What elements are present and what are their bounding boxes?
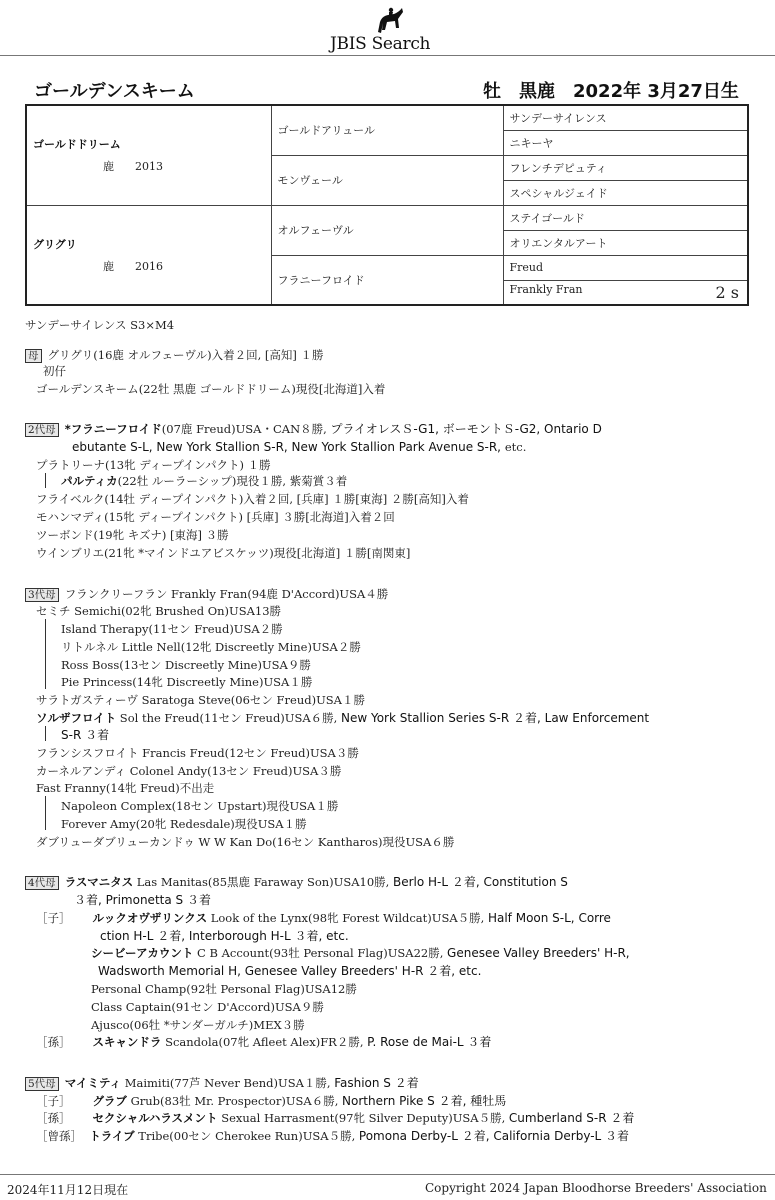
gen4-child-2: シービーアカウント C B Account(93牡 Personal Flag)USA22勝, Genesee Valley Breeders' H-R, <box>91 946 630 960</box>
gen4-child-1-cont: ction H-L ２着, Interborough H-L ３着, etc. <box>100 929 349 943</box>
ped-gen3-3[interactable]: フレンチデピュティ <box>503 155 748 180</box>
horse-info: 牡 黒鹿 2022年 3月27日生 <box>483 81 739 102</box>
footer-copyright: Copyright 2024 Japan Bloodhorse Breeders' Association <box>425 1181 767 1195</box>
gen3-row-10: Fast Franny(14牝 Freud)不出走 <box>36 781 215 795</box>
ped-gen3-2[interactable]: ニキーヤ <box>503 130 748 155</box>
gen3-row-11: Napoleon Complex(18セン Upstart)現役USA１勝 <box>61 799 339 813</box>
gen2-main-name[interactable]: フラニーフロイド <box>70 422 162 436</box>
gen3-row-4: Ross Boss(13セン Discreetly Mine)USA９勝 <box>61 658 311 672</box>
ped-gen3-7[interactable]: Freud <box>503 255 748 280</box>
gen5-grand-1: ［孫］ セクシャルハラスメント Sexual Harrasment(97牝 Silver Deputy)USA５勝, Cumberland S-R ２着 <box>36 1111 635 1125</box>
gen3-main: 3代母 フランクリーフラン Frankly Fran(94鹿 D'Accord)USA４勝 <box>25 587 388 602</box>
gen3-row-2: Island Therapy(11セン Freud)USA２勝 <box>61 622 283 636</box>
gen1-line2: 初仔 <box>43 364 66 378</box>
sire-cell <box>26 105 271 205</box>
gen4-child-1: ［子］ ルックオヴザリンクス Look of the Lynx(98牝 Forest Wildcat)USA５勝, Half Moon S-L, Corre <box>36 911 611 925</box>
family-number: 2 s <box>715 282 739 302</box>
sire-dam[interactable]: モンヴェール <box>271 155 503 205</box>
pedigree-table <box>25 104 749 306</box>
dam-name[interactable]: グリグリ <box>33 237 77 251</box>
gen1-tag: 母 <box>25 349 42 363</box>
dam-cell <box>26 205 271 305</box>
gen3-row-8: フランシスフロイト Francis Freud(12セン Freud)USA３勝 <box>36 746 359 760</box>
ped-gen3-5[interactable]: ステイゴールド <box>503 205 748 230</box>
logo-text: JBIS Search <box>330 34 431 54</box>
footer-divider <box>0 1174 775 1175</box>
gen2-row-2: パルティカ(22牡 ルーラーシップ)現役１勝, 紫菊賞３着 <box>61 474 348 488</box>
gen5-great-1: ［曾孫］ トライブ Tribe(00セン Cherokee Run)USA５勝, Pomona Derby-L ２着, California Derby-L ３着 <box>36 1129 630 1143</box>
ped-gen3-1[interactable]: サンデーサイレンス <box>503 105 748 130</box>
gen3-row-3: リトルネル Little Nell(12牝 Discreetly Mine)USA２勝 <box>61 640 361 654</box>
ped-gen3-8-name[interactable]: Frankly Fran <box>509 282 583 296</box>
gen2-main-cont: ebutante S-L, New York Stallion S-R, New York Stallion Park Avenue S-R, etc. <box>72 440 527 454</box>
gen2-tag: 2代母 <box>25 423 59 437</box>
gen4-child-3: Personal Champ(92牡 Personal Flag)USA12勝 <box>91 982 357 996</box>
dam-sire[interactable]: オルフェーヴル <box>271 205 503 255</box>
gen4-tag: 4代母 <box>25 876 59 890</box>
gen1-main: 母 グリグリ(16鹿 オルフェーヴル)入着２回, [高知] １勝 <box>25 348 324 363</box>
gen3-row-6: サラトガスティーヴ Saratoga Steve(06セン Freud)USA１勝 <box>36 693 365 707</box>
horse-rider-logo-icon <box>372 6 406 36</box>
gen4-child-4: Class Captain(91セン D'Accord)USA９勝 <box>91 1000 324 1014</box>
gen3-tag: 3代母 <box>25 588 59 602</box>
jbis-logo[interactable] <box>330 6 460 52</box>
gen5-child-1: ［子］ グラブ Grub(83牡 Mr. Prospector)USA６勝, Northern Pike S ２着, 種牡馬 <box>36 1094 507 1108</box>
gen3-row-9: カーネルアンディ Colonel Andy(13セン Freud)USA３勝 <box>36 764 342 778</box>
horse-name: ゴールデンスキーム <box>34 81 195 102</box>
indent-bar <box>45 619 46 689</box>
gen4-main: 4代母 ラスマニタス Las Manitas(85黒鹿 Faraway Son)USA10勝, Berlo H-L ２着, Constitution S <box>25 875 568 890</box>
ped-gen3-4[interactable]: スペシャルジェイド <box>503 180 748 205</box>
gen4-child-5: Ajusco(06牡 *サンダーガルチ)MEX３勝 <box>91 1018 305 1032</box>
sire-name[interactable]: ゴールドドリーム <box>33 138 121 152</box>
gen4-main-cont: ３着, Primonetta S ３着 <box>74 893 211 907</box>
gen3-row-7: ソルザフロイト Sol the Freud(11セン Freud)USA６勝, New York Stallion Series S-R ２着, Law Enforcement <box>36 711 650 725</box>
ped-gen3-8 <box>503 280 748 305</box>
gen5-tag: 5代母 <box>25 1077 59 1091</box>
gen4-grand-1: ［孫］ スキャンドラ Scandola(07牝 Afleet Alex)FR２勝, P. Rose de Mai-L ３着 <box>36 1035 492 1049</box>
indent-bar <box>45 796 46 830</box>
sire-color-year: 鹿 2013 <box>103 160 163 174</box>
gen3-row-5: Pie Princess(14牝 Discreetly Mine)USA１勝 <box>61 675 313 689</box>
footer-date: 2024年11月12日現在 <box>7 1183 129 1197</box>
gen5-main: 5代母 マイミティ Maimiti(77芦 Never Bend)USA１勝, Fashion S ２着 <box>25 1076 419 1091</box>
gen2-row-1: プラトリーナ(13牝 ディープインパクト) １勝 <box>36 458 271 472</box>
indent-bar <box>45 473 46 488</box>
gen1-line3: ゴールデンスキーム(22牡 黒鹿 ゴールドドリーム)現役[北海道]入着 <box>36 382 386 396</box>
gen4-child-2-cont: Wadsworth Memorial H, Genesee Valley Breeders' H-R ２着, etc. <box>98 964 482 978</box>
gen3-row-12: Forever Amy(20牝 Redesdale)現役USA１勝 <box>61 817 307 831</box>
ped-gen3-6[interactable]: オリエンタルアート <box>503 230 748 255</box>
gen2-row-4: モハンマディ(15牝 ディープインパクト) [兵庫] ３勝[北海道]入着２回 <box>36 510 395 524</box>
header-divider <box>0 55 775 56</box>
gen3-row-1: セミチ Semichi(02牝 Brushed On)USA13勝 <box>36 604 282 618</box>
gen2-row-5: ツーボンド(19牝 キズナ) [東海] ３勝 <box>36 528 229 542</box>
gen3-row-13: ダブリューダブリューカンドゥ W W Kan Do(16セン Kantharos)現役USA６勝 <box>36 835 455 849</box>
gen2-row-6: ウインブリエ(21牝 *マインドユアビスケッツ)現役[北海道] １勝[南関東] <box>36 546 411 560</box>
gen3-row-7-cont: S-R ３着 <box>61 728 110 742</box>
dam-color-year: 鹿 2016 <box>103 259 163 273</box>
inbreeding: サンデーサイレンス S3×M4 <box>25 318 175 332</box>
sire-sire[interactable]: ゴールドアリュール <box>271 105 503 155</box>
gen2-row-3: フライベルク(14牡 ディープインパクト)入着２回, [兵庫] １勝[東海] ２勝[高知]入着 <box>36 492 469 506</box>
dam-dam[interactable]: フラニーフロイド <box>271 255 503 305</box>
gen2-main: 2代母 *フラニーフロイド(07鹿 Freud)USA・CAN８勝, プライオレスＳ-G1, ボーモントＳ-G2, Ontario D <box>25 422 602 437</box>
indent-bar <box>45 726 46 741</box>
